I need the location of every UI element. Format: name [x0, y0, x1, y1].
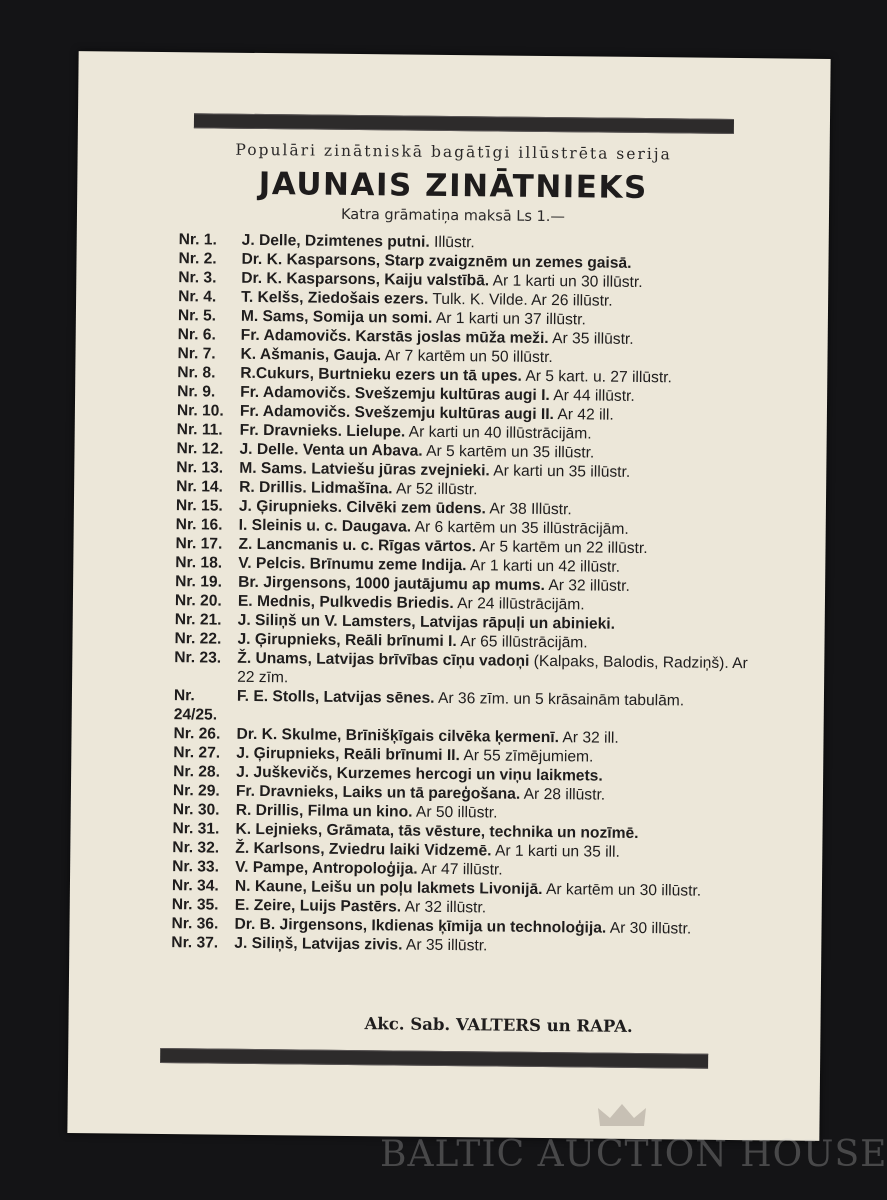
list-item: Nr. 11. Fr. Dravnieks. Lielupe. Ar karti un 40 illūstrācijām. — [176, 421, 592, 443]
book-list — [171, 230, 759, 958]
list-item: Nr. 22. J. Ģirupnieks, Reāli brīnumi I. Ar 65 illūstrācijām. — [174, 630, 588, 652]
list-item: Nr. 24/25. F. E. Stolls, Latvijas sēnes. Ar 36 zīm. un 5 krāsainām tabulām. — [173, 687, 685, 724]
series-subtitle: Populāri zinātniskā bagātīgi illūstrēta serija — [235, 140, 672, 164]
list-item: Nr. 30. R. Drillis, Filma un kino. Ar 50 illūstr. — [172, 801, 498, 822]
list-item: Nr. 6. Fr. Adamovičs. Karstās joslas mūža meži. Ar 35 illūstr. — [177, 326, 634, 348]
list-item: Nr. 19. Br. Jirgensons, 1000 jautājumu ap mums. Ar 32 illūstr. — [175, 573, 630, 595]
list-item: Nr. 8. R.Cukurs, Burtnieku ezers un tā upes. Ar 5 kart. u. 27 illūstr. — [177, 364, 672, 387]
list-item: Nr. 3. Dr. K. Kasparsons, Kaiju valstībā. Ar 1 karti un 30 illūstr. — [178, 269, 643, 292]
list-item: Nr. 20. E. Mednis, Pulkvedis Briedis. Ar 24 illūstrācijām. — [174, 592, 585, 614]
series-title: JAUNAIS ZINĀTNIEKS — [258, 165, 648, 207]
list-item: Nr. 16. I. Sleinis u. c. Daugava. Ar 6 kartēm un 35 illūstrācijām. — [175, 516, 629, 538]
list-item: Nr. 12. J. Delle. Venta un Abava. Ar 5 kartēm un 35 illūstr. — [176, 440, 595, 462]
list-item: Nr. 33. V. Pampe, Antropoloģija. Ar 47 illūstr. — [172, 858, 503, 879]
list-item: Nr. 13. M. Sams. Latviešu jūras zvejnieki. Ar karti un 35 illūstr. — [176, 459, 631, 481]
list-item: Nr. 15. J. Ģirupnieks. Cilvēki zem ūdens. Ar 38 Illūstr. — [175, 497, 572, 519]
list-item: Nr. 17. Z. Lancmanis u. c. Rīgas vārtos. Ar 5 kartēm un 22 illūstr. — [175, 535, 648, 558]
list-item: Nr. 32. Ž. Karlsons, Zviedru laiki Vidzemē. Ar 1 karti un 35 ill. — [172, 839, 620, 861]
bottom-rule — [160, 1048, 708, 1069]
publisher-line: Akc. Sab. VALTERS un RAPA. — [364, 1014, 633, 1036]
list-item: Nr. 34. N. Kaune, Leišu un poļu lakmets Livonijā. Ar kartēm un 30 illūstr. — [171, 877, 702, 900]
list-item: Nr. 21. J. Siliņš un V. Lamsters, Latvijas rāpuļi un abinieki. — [174, 611, 616, 633]
list-item: Nr. 4. T. Kelšs, Ziedošais ezers. Tulk. K. Vilde. Ar 26 illūstr. — [178, 288, 613, 310]
list-item: Nr. 5. M. Sams, Somija un somi. Ar 1 karti un 37 illūstr. — [177, 307, 586, 329]
crown-icon — [596, 1102, 648, 1130]
list-item: Nr. 26. Dr. K. Skulme, Brīnišķīgais cilvēka ķermenī. Ar 32 ill. — [173, 725, 619, 747]
list-item: Nr. 9. Fr. Adamovičs. Svešzemju kultūras augi I. Ar 44 illūstr. — [177, 383, 635, 405]
price-note: Katra grāmatiņa maksā Ls 1.— — [341, 206, 565, 226]
list-item: Nr. 1. J. Delle, Dzimtenes putni. Illūstr. — [178, 231, 475, 252]
list-item: Nr. 27. J. Ģirupnieks, Reāli brīnumi II. Ar 55 zīmējumiem. — [173, 744, 594, 766]
list-item: Nr. 31. K. Lejnieks, Grāmata, tās vēsture, technika un nozīmē. — [172, 820, 639, 842]
list-item: Nr. 18. V. Pelcis. Brīnumu zeme Indija. Ar 1 karti un 42 illūstr. — [175, 554, 621, 576]
list-item: Nr. 28. J. Juškevičs, Kurzemes hercogi un viņu laikmets. — [173, 763, 603, 785]
list-item: Nr. 7. K. Ašmanis, Gauja. Ar 7 kartēm un 50 illūstr. — [177, 345, 553, 367]
list-item: Nr. 29. Fr. Dravnieks, Laiks un tā pareģošana. Ar 28 illūstr. — [172, 782, 606, 804]
list-item: Nr. 2. Dr. K. Kasparsons, Starp zvaigznēm un zemes gaisā. — [178, 250, 632, 272]
top-rule — [194, 113, 734, 134]
list-item: Nr. 14. R. Drillis. Lidmašīna. Ar 52 illūstr. — [176, 478, 478, 499]
list-item: Nr. 35. E. Zeire, Luijs Pastērs. Ar 32 illūstr. — [171, 896, 487, 917]
list-item: Nr. 36. Dr. B. Jirgensons, Ikdienas ķīmija un technoloģija. Ar 30 illūstr. — [171, 915, 692, 938]
watermark-text: BALTIC AUCTION HOUSE — [380, 1134, 887, 1175]
list-item: Nr. 37. J. Siliņš, Latvijas zivis. Ar 35 illūstr. — [171, 934, 488, 955]
list-item: Nr. 10. Fr. Adamovičs. Svešzemju kultūras augi II. Ar 42 ill. — [176, 402, 614, 424]
list-item: Nr. 23. Ž. Unams, Latvijas brīvības cīņu vadoņi (Kalpaks, Balodis, Radziņš). Ar 22 zīm. — [174, 649, 748, 687]
catalog-page — [67, 51, 830, 1141]
